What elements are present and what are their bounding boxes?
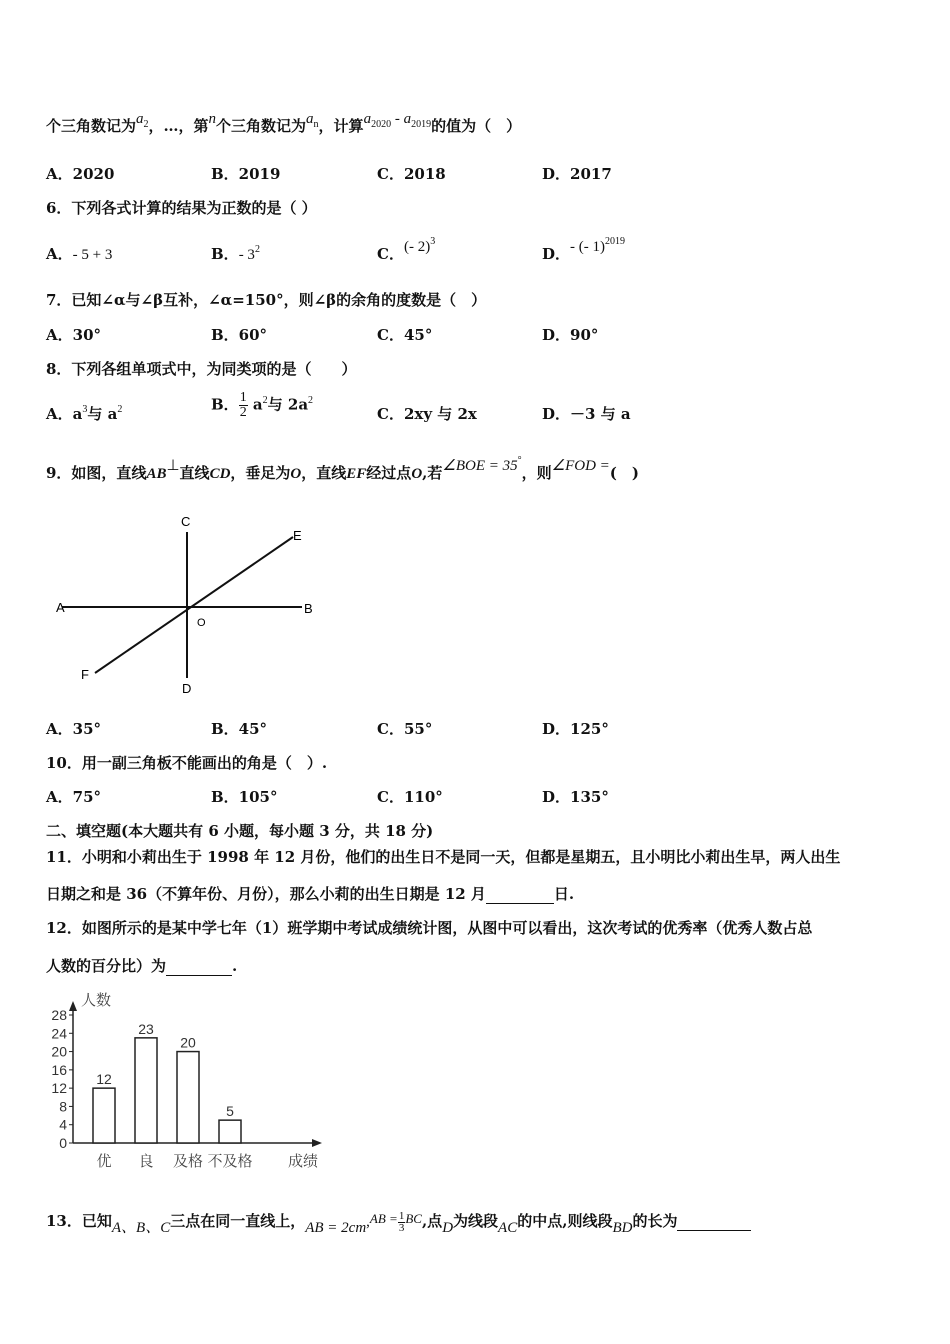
q5-option-c[interactable]: C．2018 — [377, 165, 446, 183]
y-tick-label: 0 — [59, 1135, 67, 1151]
bar-value-label: 5 — [226, 1103, 234, 1120]
x-axis-arrow — [312, 1139, 322, 1147]
q10-stem: 10．用一副三角板不能画出的角是（ ）. — [46, 754, 328, 772]
q5-option-d[interactable]: D．2017 — [542, 165, 612, 183]
q9-stem: 9．如图，直线AB⊥直线CD，垂足为O，直线EF经过点O,若∠BOE = 35°，则∠FOD =( ) — [46, 455, 639, 482]
bar-value-label: 12 — [96, 1071, 112, 1088]
line-ef — [95, 537, 293, 673]
y-tick-label: 20 — [51, 1043, 67, 1060]
q7-stem: 7．已知∠α与∠β互补，∠α=150°，则∠β的余角的度数是（ ） — [46, 291, 487, 309]
y-tick-label: 24 — [51, 1025, 67, 1042]
label-e: E — [293, 528, 302, 543]
q11-line2: 日期之和是 36（不算年份、月份），那么小莉的出生日期是 12 月 日. — [46, 885, 575, 903]
label-o: O — [197, 617, 206, 629]
q5-continuation: 个三角数记为$a_2$，…，第n个三角数记为$a_n$，计算$a_{2020} - a_{2019}$的值为（ ） — [46, 111, 522, 135]
label-f: F — [81, 667, 89, 682]
q8-option-d[interactable]: D．－3 与 a — [542, 405, 631, 423]
q6-option-c[interactable]: C．(- 2)$^3$ — [377, 236, 436, 263]
y-tick-label: 4 — [59, 1116, 67, 1133]
q10-option-d[interactable]: D．135° — [542, 788, 609, 806]
q10-option-c[interactable]: C．110° — [377, 788, 443, 806]
q8-stem: 8．下列各组单项式中，为同类项的是（ ） — [46, 360, 357, 378]
y-axis-label: 人数 — [81, 992, 112, 1009]
q10-option-b[interactable]: B．105° — [211, 788, 278, 806]
q13-stem: 13．已知A、B、C三点在同一直线上，AB = 2cm,AB = $\frac{1}{3}$ BC,点D为线段AC的中点,则线段BD的长为 — [46, 1210, 751, 1234]
q8-option-a[interactable]: A．$a^3$与 $a^2$ — [46, 404, 123, 423]
y-tick-label: 12 — [51, 1080, 67, 1097]
bar-3 — [177, 1052, 199, 1143]
one-half-fraction: $\frac{1}{2}$ — [239, 390, 247, 420]
bar-value-label: 23 — [138, 1020, 154, 1037]
y-axis-arrow — [69, 1001, 77, 1011]
q6-stem: 6．下列各式计算的结果为正数的是（ ） — [46, 199, 317, 217]
one-third-fraction: $\frac{1}{3}$ — [398, 1209, 405, 1234]
category-label: 良 — [138, 1153, 154, 1170]
q9-option-c[interactable]: C．55° — [377, 720, 433, 738]
q9-option-b[interactable]: B．45° — [211, 720, 268, 738]
q10-option-a[interactable]: A．75° — [46, 788, 102, 806]
q5-option-b[interactable]: B．2019 — [211, 165, 281, 183]
y-tick-label: 8 — [59, 1098, 67, 1115]
bar-value-label: 20 — [180, 1034, 196, 1051]
category-label: 优 — [96, 1153, 112, 1170]
bar-1 — [93, 1088, 115, 1143]
q8-option-c[interactable]: C．2xy 与 2x — [377, 405, 477, 423]
bar-2 — [135, 1038, 157, 1143]
label-d: D — [182, 681, 192, 696]
q9-geometry-figure — [50, 510, 340, 700]
label-a: A — [56, 600, 65, 615]
label-c: C — [181, 514, 191, 529]
q6-option-d[interactable]: D．- (- 1)$^{2019}$ — [542, 236, 625, 263]
q8-option-b[interactable]: B． $\frac{1}{2}$ $a^2$与 $2a^2$ — [211, 390, 314, 420]
q5-option-a[interactable]: A．2020 — [46, 165, 115, 183]
q13-answer-blank[interactable] — [677, 1212, 751, 1231]
category-label: 及格 — [172, 1153, 204, 1170]
q9-option-a[interactable]: A．35° — [46, 720, 102, 738]
q7-option-c[interactable]: C．45° — [377, 326, 433, 344]
q7-option-a[interactable]: A．30° — [46, 326, 102, 344]
q6-option-a[interactable]: A．- 5 + 3 — [46, 245, 113, 263]
q12-line2: 人数的百分比）为 . — [46, 957, 238, 975]
q9-option-d[interactable]: D．125° — [542, 720, 609, 738]
q12-line1: 12．如图所示的是某中学七年（1）班学期中考试成绩统计图，从图中可以看出，这次考试的优秀率（优秀人数占总 — [46, 919, 813, 937]
x-axis-label: 成绩 — [288, 1153, 319, 1170]
label-b: B — [304, 601, 313, 616]
y-tick-label: 28 — [51, 1007, 67, 1023]
q12-bar-chart — [40, 985, 340, 1175]
q6-option-b[interactable]: B．- $3^2$ — [211, 244, 260, 263]
q11-line1: 11．小明和小莉出生于 1998 年 12 月份，他们的出生日不是同一天，但都是星期五，且小明比小莉出生早，两人出生 — [46, 848, 841, 866]
y-tick-label: 16 — [51, 1061, 67, 1078]
q12-answer-blank[interactable] — [166, 957, 232, 976]
bar-4 — [219, 1120, 241, 1143]
q7-option-b[interactable]: B．60° — [211, 326, 268, 344]
q11-answer-blank[interactable] — [486, 885, 554, 904]
category-label: 不及格 — [207, 1153, 253, 1170]
section-2-heading: 二、填空题(本大题共有 6 小题，每小题 3 分，共 18 分) — [46, 822, 434, 840]
q7-option-d[interactable]: D．90° — [542, 326, 599, 344]
